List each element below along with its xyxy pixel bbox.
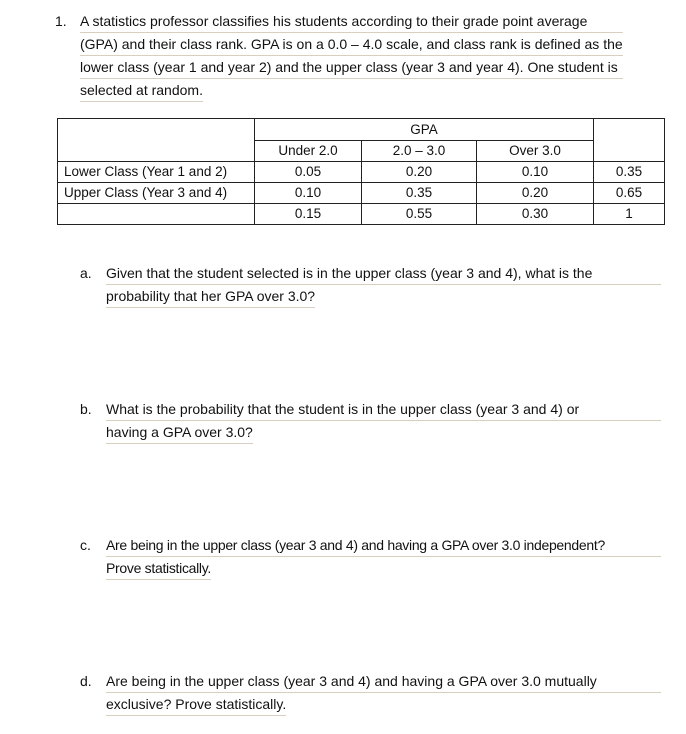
question-line: selected at random. xyxy=(80,79,203,102)
gpa-header: GPA xyxy=(255,119,594,141)
part-b xyxy=(106,398,661,444)
probability-table xyxy=(57,118,665,225)
question-line: (GPA) and their class rank. GPA is on a 0.0 – 4.0 scale, and class rank is defined as the xyxy=(80,33,623,56)
column-total: 0.15 xyxy=(255,204,362,225)
empty-cell xyxy=(58,119,255,141)
question-number: 1. xyxy=(55,13,67,29)
question-line: A statistics professor classifies his students according to their grade point average xyxy=(80,10,623,33)
row-label: Lower Class (Year 1 and 2) xyxy=(58,162,255,183)
cell: 0.20 xyxy=(477,183,594,204)
part-line: exclusive? Prove statistically. xyxy=(106,693,286,716)
cell: 0.05 xyxy=(255,162,362,183)
empty-cell xyxy=(594,141,665,162)
part-d-letter: d. xyxy=(80,673,92,689)
part-d xyxy=(106,670,661,716)
column-header: Over 3.0 xyxy=(477,141,594,162)
empty-cell xyxy=(594,119,665,141)
part-line: Given that the student selected is in the upper class (year 3 and 4), what is the xyxy=(106,262,661,285)
cell: 0.10 xyxy=(255,183,362,204)
part-line: Are being in the upper class (year 3 and 4) and having a GPA over 3.0 independent? xyxy=(106,534,661,557)
table-row xyxy=(58,183,665,204)
table-row xyxy=(58,204,665,225)
part-line: Prove statistically. xyxy=(106,557,211,580)
column-total: 0.30 xyxy=(477,204,594,225)
cell: 0.35 xyxy=(362,183,477,204)
question-text xyxy=(80,10,623,102)
row-total: 0.35 xyxy=(594,162,665,183)
question-line: lower class (year 1 and year 2) and the upper class (year 3 and year 4). One student is xyxy=(80,56,623,79)
cell: 0.10 xyxy=(477,162,594,183)
row-label: Upper Class (Year 3 and 4) xyxy=(58,183,255,204)
part-line: probability that her GPA over 3.0? xyxy=(106,285,315,308)
column-header: 2.0 – 3.0 xyxy=(362,141,477,162)
part-c xyxy=(106,534,661,580)
table-row xyxy=(58,162,665,183)
part-c-letter: c. xyxy=(80,537,91,553)
row-label xyxy=(58,204,255,225)
part-a xyxy=(106,262,661,308)
part-line: having a GPA over 3.0? xyxy=(106,421,253,444)
part-a-letter: a. xyxy=(80,265,92,281)
row-total: 0.65 xyxy=(594,183,665,204)
part-line: What is the probability that the student is in the upper class (year 3 and 4) or xyxy=(106,398,661,421)
column-header: Under 2.0 xyxy=(255,141,362,162)
grand-total: 1 xyxy=(594,204,665,225)
part-line: Are being in the upper class (year 3 and 4) and having a GPA over 3.0 mutually xyxy=(106,670,661,693)
part-b-letter: b. xyxy=(80,401,92,417)
empty-cell xyxy=(58,141,255,162)
column-total: 0.55 xyxy=(362,204,477,225)
cell: 0.20 xyxy=(362,162,477,183)
